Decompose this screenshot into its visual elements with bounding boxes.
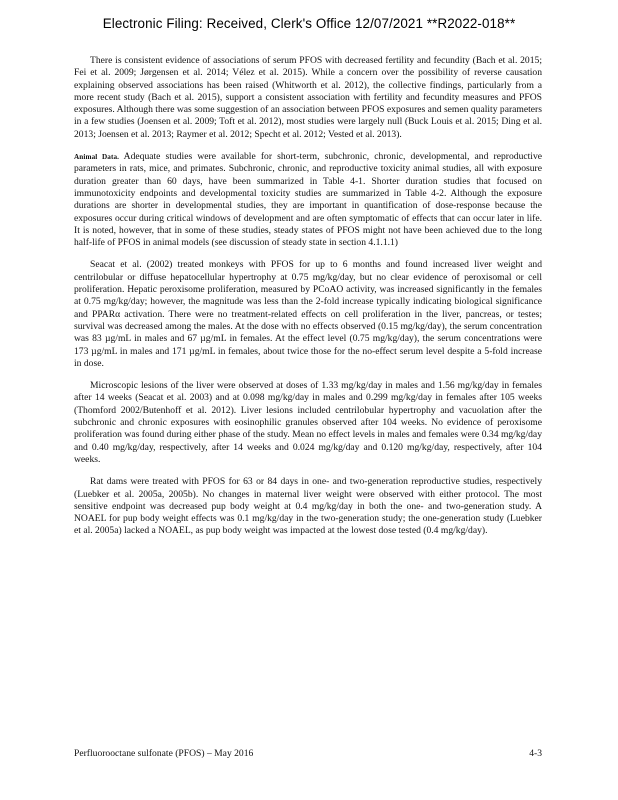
filing-banner: Electronic Filing: Received, Clerk's Office 12/07/2021 **R2022-018** [102,16,516,31]
document-body [74,55,542,548]
footer-title: Perfluorooctane sulfonate (PFOS) – May 2016 [74,748,254,759]
paragraph-animal-data [74,151,542,249]
paragraph-human-fertility: There is consistent evidence of associations of serum PFOS with decreased fertility and fecundity (Bach et al. 2015; Fei et al. 2009; Jørgensen et al. 2014; Vélez et al. 2015). While a concern over the possibility of reverse causation explaining observed associations has been raised (Whitworth et al. 2012), the collective findings, particularly from a more recent study (Bach et al. 2015), support a consistent association with fertility and fecundity measures and PFOS exposures. Although there was some suggestion of an association between PFOS exposures and semen quality parameters in a few studies (Joensen et al. 2009; Toft et al. 2012), most studies were largely null (Buck Louis et al. 2015; Ding et al. 2013; Joensen et al. 2013; Raymer et al. 2012; Specht et al. 2012; Vested et al. 2013). [74,55,542,140]
paragraph-rat-reproductive: Rat dams were treated with PFOS for 63 or 84 days in one- and two-generation reproductive studies, respectively (Luebker et al. 2005a, 2005b). No changes in maternal liver weight were observed with either protocol. The most sensitive endpoint was decreased pup body weight at 0.4 mg/kg/day in both the one- and two-generation study. A NOAEL for pup body weight effects was 0.1 mg/kg/day in the two-generation study; the one-generation study (Luebker et al. 2005a) lacked a NOAEL, as pup body weight was impacted at the lowest dose tested (0.4 mg/kg/day). [74,476,542,537]
animal-data-text: Adequate studies were available for short-term, subchronic, chronic, developmental, and reproductive parameters in rats, mice, and primates. Subchronic, chronic, and reproductive toxicity animal studies, all with exposure duration greater than 60 days, have been summarized in Table 4-1. Shorter duration studies that focused on immunotoxicity endpoints and developmental toxicity studies are summarized in Table 4-2. Although the exposure durations are shorter in developmental studies, they are important in quantification of dose-response because the exposures occur during critical windows of development and are often symptomatic of effects that can occur later in life. It is noted, however, that in some of these studies, steady states of PFOS might not have been achieved due to the long half-life of PFOS in animal models (see discussion of steady state in section 4.1.1.1) [74,151,543,249]
paragraph-monkey-study: Seacat et al. (2002) treated monkeys with PFOS for up to 6 months and found increased liver weight and centrilobular or diffuse hepatocellular hypertrophy at 0.75 mg/kg/day, but no clear evidence of peroxisomal or cell proliferation. Hepatic peroxisome proliferation, measured by PCoAO activity, was increased significantly in the females at 0.75 mg/kg/day; however, the magnitude was less than the 2-fold increase typically indicating biological significance and PPARα activation. There were no treatment-related effects on cell proliferation in the liver, pancreas, or testes; survival was decreased among the males. At the dose with no effects observed (0.15 mg/kg/day), the serum concentration was 83 µg/mL in males and 67 µg/mL in females. At the effect level (0.75 mg/kg/day), the serum concentrations were 173 µg/mL in males and 171 µg/mL in females, about twice those for the no-effect serum level despite a 5-fold increase in dose. [74,259,542,369]
page-number: 4-3 [529,748,542,759]
paragraph-liver-lesions: Microscopic lesions of the liver were observed at doses of 1.33 mg/kg/day in males and 1.56 mg/kg/day in females after 14 weeks (Seacat et al. 2003) and at 0.098 mg/kg/day in males and 0.299 mg/kg/day in females after 105 weeks (Thomford 2002/Butenhoff et al. 2012). Liver lesions included centrilobular hypertrophy and vacuolation after the subchronic and chronic exposures with eosinophilic granules observed after 104 weeks. No evidence of peroxisome proliferation was found during either phase of the study. Mean no effect levels in males and females were 0.34 mg/kg/day and 0.40 mg/kg/day, respectively, after 14 weeks and 0.024 mg/kg/day and 0.120 mg/kg/day, respectively, after 104 weeks. [74,380,542,465]
animal-data-heading: Animal Data. [74,153,120,162]
